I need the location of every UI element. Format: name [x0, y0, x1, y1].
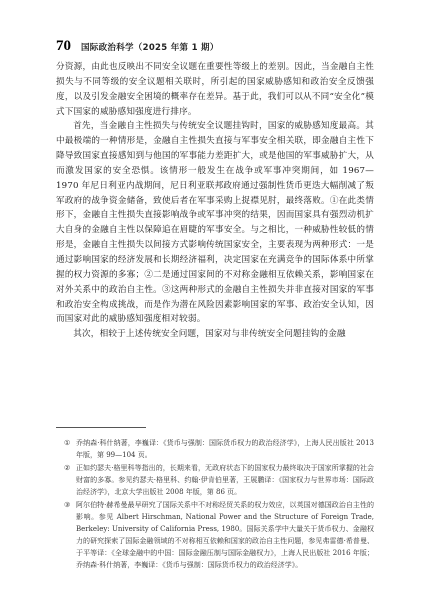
- running-header: [56, 38, 219, 55]
- paragraph-continued: 分资源，由此也反映出不同安全议题在重要性等级上的差别。因此，当金融自主性损失与不同等级的安全议题相关联时，所引起的国家威胁感知和政治安全反馈强度，以及引发金融安全困境的概率存在差异。基于此，我们可以从不同“安全化”模式下国家的威胁感知强度进行排序。: [56, 62, 374, 117]
- journal-title: 国际政治科学（2025 年第 1 期）: [81, 43, 219, 53]
- footnote-3: [56, 499, 374, 571]
- footnote-marker: ③: [64, 501, 71, 509]
- footnote-1: [56, 437, 374, 461]
- page-number: 70: [56, 38, 71, 54]
- footnote-marker: ②: [64, 464, 71, 472]
- paragraph-second: 其次，相较于上述传统安全问题，国家对与非传统安全问题挂钩的金融: [73, 329, 346, 340]
- footnote-2: [56, 462, 374, 498]
- footnotes: [56, 437, 374, 572]
- footnote-text: 乔纳森·科什纳著，李巍译：《货币与强制：国际货币权力的政治经济学》，上海人民出版社 2013 年版，第 99—104 页。: [76, 439, 374, 459]
- footnote-divider: [56, 427, 146, 428]
- footnote-marker: ①: [64, 439, 71, 447]
- main-text: [56, 60, 374, 342]
- footnote-text: 正如约瑟夫·格里科等指出的，长期来看，无政府状态下的国家权力最终取决于国家所掌握的社会财富的多寡。参见约瑟夫·格里科、约翰·伊肯伯里著，王展鹏译：《国家权力与世界市场：国际政治经济学》，北京大学出版社 2008 年版，第 86 页。: [76, 464, 374, 496]
- paragraph-first: 首先，当金融自主性损失与传统安全议题挂钩时，国家的威胁感知度最高。其中最极端的一种情形是，金融自主性损失直接与军事安全相关联，即金融自主性下降导致国家直接感知到与他国的军事能力差距扩大，或是他国的军事威胁扩大，从而激发国家的安全恐惧。该情形一般发生在战争或军事冲突期间，如 1967—1970 年尼日利亚内战期间，尼日利亚联邦政府通过强制性货币更迭大幅削减了叛军政府的战争资金储备，致使后者在军事采购上捉襟见肘，最终落败。①在此类情形下，金融自主性损失直接影响战争或军事冲突的结果，因而国家具有强烈动机扩大自身的金融自主性以保障追在眉睫的军事安全。与之相比，一种威胁性较低的情形是，金融自主性损失以间接方式影响传统国家安全，主要表现为两种形式：一是通过影响国家的经济发展和长期经济福利，决定国家在充满竞争的国际体系中所掌握的权力资源的多寡；②二是通过国家间的不对称金融相互依赖关系，影响国家在对外关系中的政治自主性。③这两种形式的金融自主性损失并非直接对国家的军事和政治安全构成挑战，而是作为潜在风险因素影响国家的军事、政治安全认知，因而国家对此的威胁感知强度相对较弱。: [56, 121, 374, 325]
- footnote-text: 阿尔伯特·赫希曼最早研究了国际关系中不对称经贸关系的权力效应，以英国对德国政治自主性的影响。参见 Albert Hirschman, National Power and the Structure of Foreign Trade, Berkeley: University of California Press, 1980。国际关系学中大量关于货币权力、金融权力的研究探索了国际金融领域的不对称相互依赖和国家的政治自主性问题，参见弗雷德·希普曼、于平等译：《全球金融中的中国：国际金融压制与国际金融权力》，上海人民出版社 2016 年版；乔纳森·科什纳著，李巍译：《货币与强制：国际货币权力的政治经济学》。: [76, 501, 374, 569]
